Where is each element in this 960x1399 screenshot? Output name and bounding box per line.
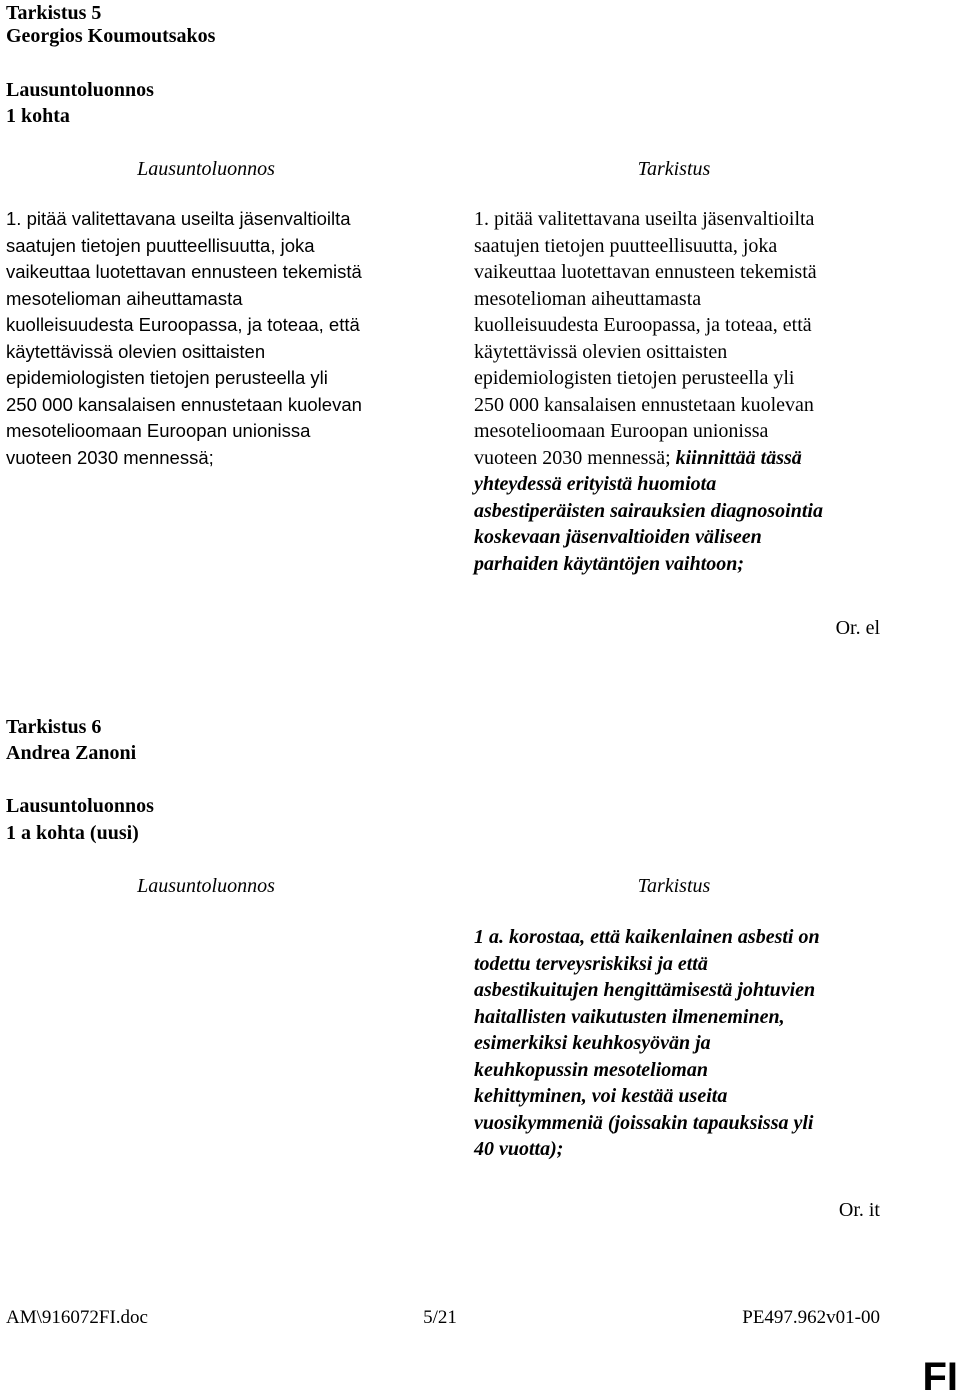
pe-reference: PE497.962v01-00 xyxy=(742,1307,880,1328)
text-line-added: vuosikymmeniä (joissakin tapauksissa yli xyxy=(474,1111,814,1134)
text-line-added: 1 a. korostaa, että kaikenlainen asbesti on xyxy=(474,926,820,948)
text-line: epidemiologisten tietojen perusteella yli xyxy=(6,367,328,388)
text-line: mesotelioomaan Euroopan unionissa xyxy=(6,420,311,441)
proposal-point: 1 kohta xyxy=(6,105,70,127)
text-line: vuoteen 2030 mennessä; xyxy=(6,446,214,468)
original-text xyxy=(6,206,456,471)
text-line: 250 000 kansalaisen ennustetaan kuolevan xyxy=(6,393,362,415)
text-added-part: kiinnittää tässä xyxy=(675,446,802,469)
text-line: saatujen tietojen puutteellisuutta, joka xyxy=(6,234,315,256)
text-line-mixed xyxy=(474,445,944,472)
amendment-author: Andrea Zanoni xyxy=(6,742,137,764)
text-line: kuolleisuudesta Euroopassa, ja toteaa, että xyxy=(474,314,812,336)
text-line-added: 40 vuotta); xyxy=(474,1138,564,1160)
language-code: FI xyxy=(922,1355,958,1399)
document-reference: AM\916072FI.doc xyxy=(6,1307,148,1328)
text-line: 250 000 kansalaisen ennustetaan kuolevan xyxy=(474,393,814,416)
text-line: epidemiologisten tietojen perusteella yli xyxy=(474,367,795,389)
original-language: Or. el xyxy=(835,617,880,639)
text-line: mesotelioman aiheuttamasta xyxy=(6,287,243,309)
text-line-added: keuhkopussin mesotelioman xyxy=(474,1058,708,1081)
right-column-header: Tarkistus xyxy=(637,158,711,180)
text-line-added: esimerkiksi keuhkosyövän ja xyxy=(474,1032,711,1054)
proposal-label: Lausuntoluonnos xyxy=(6,79,154,101)
text-line: kuolleisuudesta Euroopassa, ja toteaa, että xyxy=(6,314,360,335)
text-line-added: yhteydessä erityistä huomiota xyxy=(474,473,717,495)
text-line: saatujen tietojen puutteellisuutta, joka xyxy=(474,234,778,257)
text-line: vaikeuttaa luotettavan ennusteen tekemistä xyxy=(6,261,362,282)
proposal-point: 1 a kohta (uusi) xyxy=(6,822,139,844)
text-line: mesotelioman aiheuttamasta xyxy=(474,287,702,310)
text-line-added: haitallisten vaikutusten ilmeneminen, xyxy=(474,1005,785,1028)
text-line: käytettävissä olevien osittaisten xyxy=(6,340,266,362)
text-line-added: parhaiden käytäntöjen vaihtoon; xyxy=(474,552,745,575)
amended-text xyxy=(474,206,944,577)
text-line-added: kehittyminen, voi kestää useita xyxy=(474,1085,728,1107)
original-language: Or. it xyxy=(838,1199,880,1221)
text-line: mesotelioomaan Euroopan unionissa xyxy=(474,420,769,442)
amendment-number: Tarkistus 5 xyxy=(6,2,102,24)
text-line-added: koskevaan jäsenvaltioiden väliseen xyxy=(474,526,762,548)
text-line: 1. pitää valitettavana useilta jäsenvaltioilta xyxy=(474,208,815,230)
amendment-number: Tarkistus 6 xyxy=(6,716,102,738)
proposal-label: Lausuntoluonnos xyxy=(6,795,154,817)
text-line-added: asbestikuitujen hengittämisestä johtuvien xyxy=(474,979,816,1001)
text-line-added: asbestiperäisten sairauksien diagnosointia xyxy=(474,499,823,522)
left-column-header: Lausuntoluonnos xyxy=(137,875,275,897)
amendment-author: Georgios Koumoutsakos xyxy=(6,25,216,47)
text-line: käytettävissä olevien osittaisten xyxy=(474,340,728,363)
page-number: 5/21 xyxy=(423,1307,457,1328)
text-line: 1. pitää valitettavana useilta jäsenvaltioilta xyxy=(6,208,351,229)
amended-text xyxy=(474,924,944,1163)
text-plain-part: vuoteen 2030 mennessä; xyxy=(474,446,676,469)
left-column-header: Lausuntoluonnos xyxy=(137,158,275,180)
text-line-added: todettu terveysriskiksi ja että xyxy=(474,952,708,975)
right-column-header: Tarkistus xyxy=(637,875,711,897)
text-line: vaikeuttaa luotettavan ennusteen tekemistä xyxy=(474,261,817,283)
